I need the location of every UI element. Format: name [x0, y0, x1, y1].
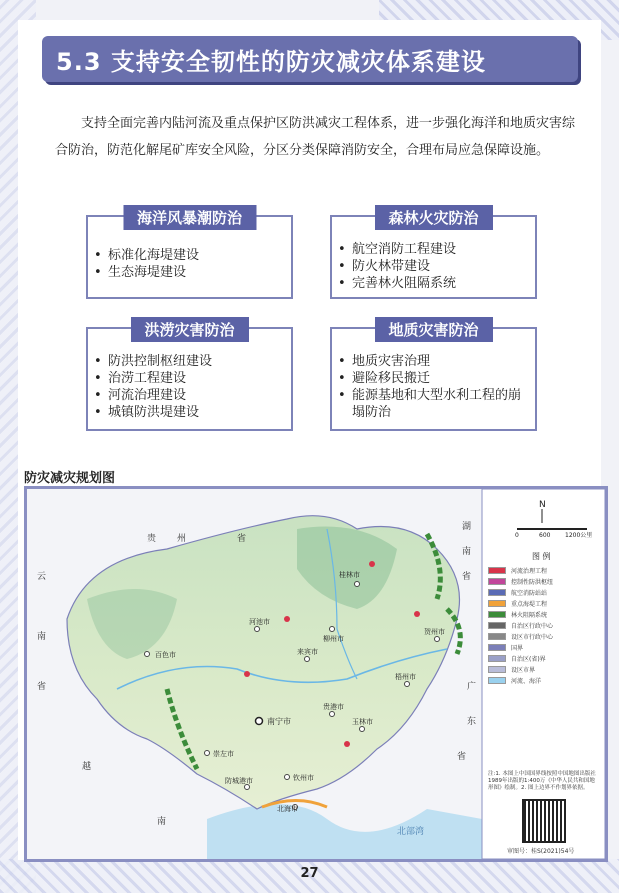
river-project-marker [369, 561, 375, 567]
legend-swatch [488, 644, 506, 651]
qr-code [524, 801, 564, 841]
city-marker [330, 712, 335, 717]
city-label: 贵港市 [323, 703, 344, 711]
legend-item [488, 642, 598, 653]
province-label: 广 [467, 682, 477, 692]
list-item: • 防火林带建设 [332, 258, 535, 275]
legend-list [488, 565, 598, 686]
scale-label: 1200公里 [565, 532, 593, 539]
city-label: 钦州市 [293, 774, 314, 782]
legend-item [488, 598, 598, 609]
legend-swatch [488, 655, 506, 662]
list-item: • 航空消防工程建设 [332, 241, 535, 258]
legend-item [488, 587, 598, 598]
legend-swatch [488, 677, 506, 684]
box-geological [330, 321, 537, 431]
map-notes: 注:1. 本图上中国国界线按照中国地图出版社1989年出版的1:400万《中华人民共和国地形图》绘制。2. 图上边界不作划界依据。 [488, 771, 596, 791]
city-marker [245, 785, 250, 790]
legend-item [488, 609, 598, 620]
city-marker [305, 657, 310, 662]
legend-swatch [488, 666, 506, 673]
north-arrow: N [539, 500, 546, 510]
section-title-bar [42, 36, 578, 82]
box-marine-storm [86, 209, 293, 299]
city-marker [205, 751, 210, 756]
legend-swatch [488, 578, 506, 585]
box-heading: 地质灾害防治 [374, 317, 492, 342]
list-item: • 城镇防洪堤建设 [88, 404, 291, 421]
city-label: 玉林市 [352, 718, 373, 726]
legend-swatch [488, 611, 506, 618]
city-label: 柳州市 [323, 635, 344, 643]
box-heading: 森林火灾防治 [374, 205, 492, 230]
legend-label: 重点海堤工程 [511, 601, 548, 608]
map-review-number: 审图号：桂S(2021)54号 [507, 848, 575, 855]
city-label: 来宾市 [297, 648, 318, 656]
province-label: 省 [37, 682, 47, 692]
legend-item [488, 620, 598, 631]
legend-label: 设区市界 [511, 667, 536, 674]
city-marker [330, 627, 335, 632]
city-marker [360, 727, 365, 732]
city-label: 百色市 [155, 651, 176, 659]
list-item: • 治涝工程建设 [88, 370, 291, 387]
list-item: • 地质灾害治理 [332, 353, 535, 370]
city-marker [435, 637, 440, 642]
city-label: 崇左市 [213, 750, 234, 758]
province-label: 越 [82, 762, 92, 772]
province-label: 省 [237, 534, 247, 544]
city-label: 北海市 [277, 805, 298, 813]
list-item: • 能源基地和大型水利工程的崩塌防治 [332, 387, 522, 421]
legend-label: 国界 [511, 645, 524, 652]
city-marker [255, 627, 260, 632]
city-label: 贺州市 [424, 628, 445, 636]
legend-title: 图 例 [532, 552, 551, 561]
map-title: 防灾减灾规划图 [24, 471, 116, 486]
city-marker [355, 582, 360, 587]
legend-label: 自治区(省)界 [511, 656, 546, 663]
city-marker [145, 652, 150, 657]
sea-label: 北部湾 [397, 827, 425, 837]
river-project-marker [344, 741, 350, 747]
legend-swatch [488, 622, 506, 629]
province-label: 贵 [147, 534, 157, 544]
river-project-marker [284, 616, 290, 622]
province-label: 省 [462, 572, 472, 582]
city-marker [285, 775, 290, 780]
river-project-marker [244, 671, 250, 677]
box-heading: 洪涝灾害防治 [130, 317, 248, 342]
city-label: 梧州市 [395, 673, 416, 681]
legend-swatch [488, 567, 506, 574]
list-item: • 标准化海堤建设 [88, 247, 291, 264]
province-label: 东 [467, 717, 477, 727]
list-item: • 完善林火阻隔系统 [332, 275, 535, 292]
box-heading: 海洋风暴潮防治 [123, 205, 256, 230]
legend-item [488, 565, 598, 576]
capital-marker [256, 718, 263, 725]
city-label: 防城港市 [225, 777, 253, 785]
province-label: 州 [177, 534, 187, 544]
legend-label: 设区市行政中心 [511, 634, 554, 641]
box-forest-fire [330, 209, 537, 299]
province-label: 云 [37, 572, 47, 582]
intro-paragraph: 支持全面完善内陆河流及重点保护区防洪减灾工程体系，进一步强化海洋和地质灾害综合防治，防范化解尾矿库安全风险，分区分类保障消防安全，合理布局应急保障设施。 [55, 116, 576, 158]
section-title: 5.3 支持安全韧性的防灾减灾体系建设 [56, 48, 486, 76]
list-item: • 河流治理建设 [88, 387, 291, 404]
legend-swatch [488, 589, 506, 596]
city-marker [405, 682, 410, 687]
legend-item [488, 664, 598, 675]
page-number: 27 [300, 866, 319, 881]
list-item: • 生态海堤建设 [88, 264, 291, 281]
legend-label: 河流治理工程 [511, 568, 548, 575]
scale-label: 0 [515, 532, 519, 539]
box-flood [86, 321, 293, 431]
legend-label: 河流、海洋 [511, 678, 542, 685]
legend-item [488, 653, 598, 664]
province-label: 南 [37, 632, 47, 642]
legend-label: 林火阻隔系统 [511, 612, 548, 619]
legend-label: 航空消防站站 [511, 590, 548, 597]
city-label: 南宁市 [267, 717, 291, 726]
river-project-marker [414, 611, 420, 617]
legend-item [488, 631, 598, 642]
map-frame [24, 486, 608, 862]
legend-label: 自治区行政中心 [511, 623, 554, 630]
province-label: 湖 [462, 522, 472, 532]
legend-item [488, 675, 598, 686]
province-label: 南 [157, 817, 167, 827]
city-label: 桂林市 [339, 571, 360, 579]
scale-label: 600 [539, 532, 551, 539]
legend-item [488, 576, 598, 587]
province-label: 南 [462, 547, 472, 557]
list-item: • 避险移民搬迁 [332, 370, 535, 387]
legend-swatch [488, 600, 506, 607]
city-label: 河池市 [249, 618, 270, 626]
list-item: • 防洪控制枢纽建设 [88, 353, 291, 370]
legend-label: 控制性防洪枢纽 [511, 579, 554, 586]
province-label: 省 [457, 752, 467, 762]
legend-swatch [488, 633, 506, 640]
